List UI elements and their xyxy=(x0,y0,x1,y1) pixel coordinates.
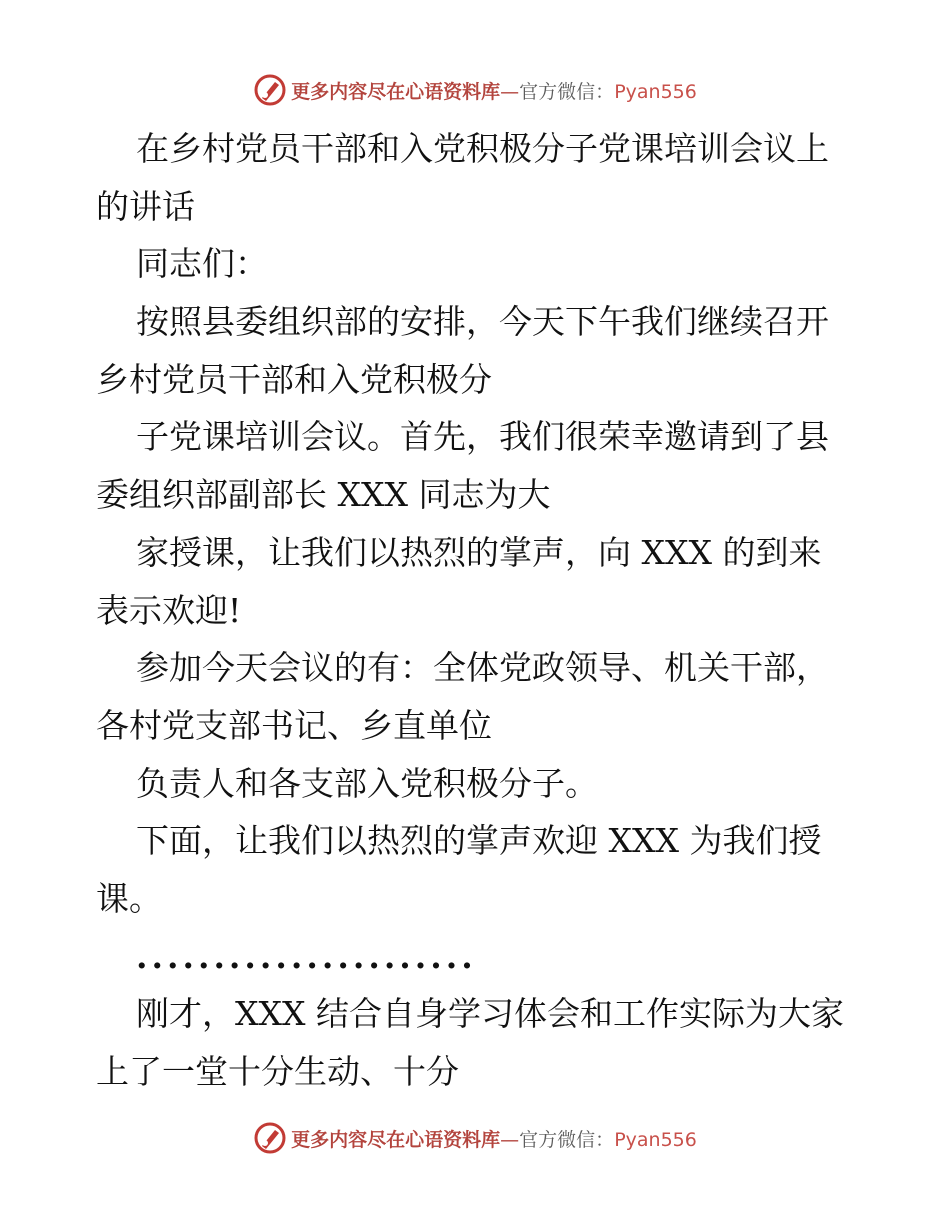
title-line: 的讲话 xyxy=(96,186,195,226)
ellipsis-separator: ...................... xyxy=(136,936,477,976)
paragraph-line: 家授课，让我们以热烈的掌声，向 XXX 的到来 xyxy=(136,532,822,572)
banner-brand: 更多内容尽在心语资料库 xyxy=(291,80,501,103)
banner-wechat-id: Pyan556 xyxy=(614,80,697,103)
banner-dash: — xyxy=(500,1128,520,1151)
paragraph-line: 下面，让我们以热烈的掌声欢迎 XXX 为我们授 xyxy=(136,821,822,861)
paragraph-line: 参加今天会议的有：全体党政领导、机关干部， xyxy=(136,648,829,688)
paragraph-line: 上了一堂十分生动、十分 xyxy=(96,1052,459,1091)
footer-banner xyxy=(0,1118,950,1158)
document-body xyxy=(96,120,866,1101)
paragraph-line: 按照县委组织部的安排，今天下午我们继续召开 xyxy=(136,302,829,342)
paragraph-line: 课。 xyxy=(96,878,162,918)
paragraph-line: 乡村党员干部和入党积极分 xyxy=(96,359,492,399)
header-banner xyxy=(0,70,950,110)
paragraph-line: 委组织部副部长 XXX 同志为大 xyxy=(96,475,551,515)
salutation: 同志们： xyxy=(136,244,268,284)
banner-label: 官方微信： xyxy=(519,80,615,103)
paragraph-line: 子党课培训会议。首先，我们很荣幸邀请到了县 xyxy=(136,417,829,457)
banner-wechat-id: Pyan556 xyxy=(614,1128,697,1151)
title-line: 在乡村党员干部和入党积极分子党课培训会议上 xyxy=(136,129,829,168)
pen-logo-icon xyxy=(253,1121,287,1155)
paragraph-line: 各村党支部书记、乡直单位 xyxy=(96,705,492,745)
paragraph-line: 表示欢迎! xyxy=(96,590,242,630)
paragraph-line: 负责人和各支部入党积极分子。 xyxy=(136,763,598,803)
banner-dash: — xyxy=(500,80,520,103)
pen-logo-icon xyxy=(253,73,287,107)
banner-brand: 更多内容尽在心语资料库 xyxy=(291,1128,501,1151)
paragraph-line: 刚才，XXX 结合自身学习体会和工作实际为大家 xyxy=(136,994,844,1034)
banner-label: 官方微信： xyxy=(519,1128,615,1151)
